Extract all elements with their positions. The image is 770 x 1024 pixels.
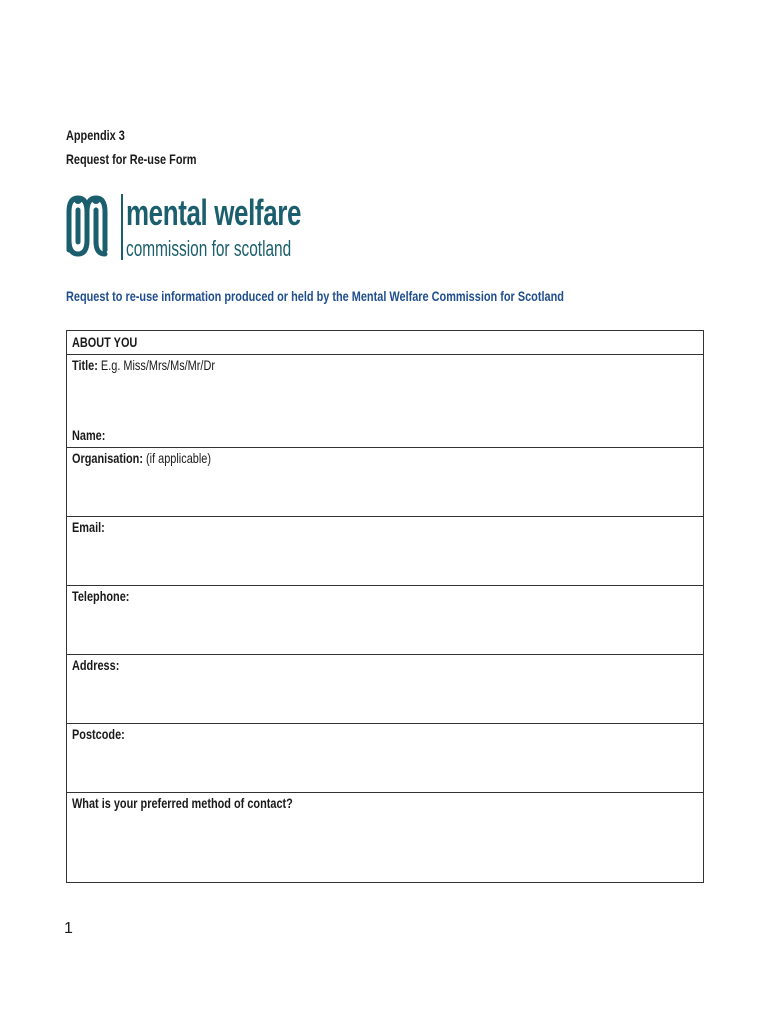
contact-method-label: What is your preferred method of contact? — [72, 795, 293, 811]
title-hint: E.g. Miss/Mrs/Ms/Mr/Dr — [100, 357, 215, 373]
telephone-label: Telephone: — [72, 588, 130, 604]
section-header: ABOUT YOU — [72, 334, 138, 350]
organisation-row[interactable] — [67, 447, 703, 516]
logo-divider — [121, 194, 123, 260]
form-title — [66, 151, 233, 167]
organisation-hint: (if applicable) — [146, 450, 211, 466]
logo-wordmark-primary — [126, 192, 369, 234]
request-heading-text: Request to re-use information produced or held by the Mental Welfare Commission for Scotland — [66, 288, 564, 304]
address-label: Address: — [72, 657, 120, 673]
email-label: Email: — [72, 519, 105, 535]
name-field — [72, 427, 115, 443]
telephone-row[interactable] — [67, 585, 703, 654]
logo-wordmark-secondary — [126, 236, 362, 262]
title-label: Title: — [72, 357, 98, 373]
mwc-logo — [64, 190, 302, 266]
request-heading — [66, 288, 704, 304]
email-row[interactable] — [67, 516, 703, 585]
mwc-logo-mark-icon — [64, 190, 114, 262]
appendix-label — [66, 127, 141, 143]
about-you-form — [66, 330, 704, 883]
organisation-label: Organisation: — [72, 450, 143, 466]
form-title-text: Request for Re-use Form — [66, 151, 197, 167]
logo-word2: commission for scotland — [126, 236, 292, 261]
postcode-row[interactable] — [67, 723, 703, 792]
title-field-label — [72, 357, 215, 373]
logo-word1: mental welfare — [126, 192, 302, 233]
appendix-text: Appendix 3 — [66, 127, 125, 143]
postcode-label: Postcode: — [72, 726, 125, 742]
address-row[interactable] — [67, 654, 703, 723]
title-name-row[interactable] — [67, 354, 703, 447]
section-header-row — [67, 331, 703, 354]
page-number: 1 — [64, 920, 73, 937]
organisation-field-label — [72, 450, 211, 466]
contact-method-row[interactable] — [67, 792, 703, 882]
name-label: Name: — [72, 427, 106, 443]
